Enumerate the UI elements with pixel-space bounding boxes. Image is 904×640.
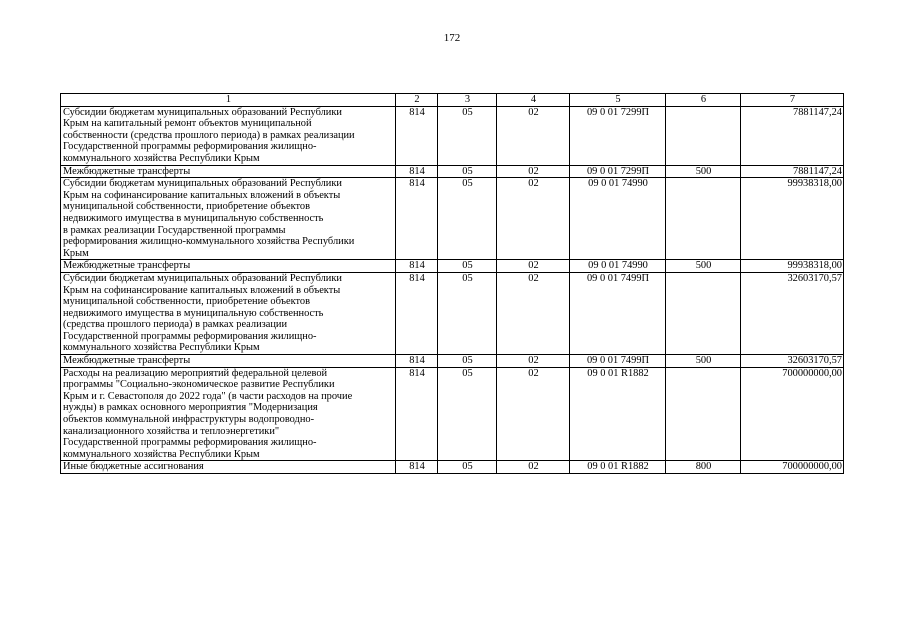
description-line: муниципальной собственности, приобретение объектов	[63, 296, 311, 308]
table-row	[61, 260, 844, 273]
description-line: коммунального хозяйства Республики Крым	[63, 342, 260, 354]
section-cell: 05	[438, 260, 497, 273]
amount-cell: 700000000,00	[741, 367, 844, 461]
section-cell: 05	[438, 178, 497, 260]
description-cell	[61, 461, 396, 474]
header-cell-4: 4	[497, 94, 570, 107]
amount-cell: 99938318,00	[741, 260, 844, 273]
table-row	[61, 178, 844, 260]
gv-cell: 814	[396, 165, 438, 178]
expense-type-cell: 500	[666, 165, 741, 178]
section-cell: 05	[438, 367, 497, 461]
expense-type-cell: 500	[666, 260, 741, 273]
header-cell-2: 2	[396, 94, 438, 107]
description-line: Субсидии бюджетам муниципальных образований Республики	[63, 106, 342, 118]
target-article-cell: 09 0 01 7499П	[570, 355, 666, 368]
description-cell	[61, 178, 396, 260]
description-cell	[61, 367, 396, 461]
description-line: недвижимого имущества в муниципальную собственность	[63, 307, 324, 319]
amount-cell: 7881147,24	[741, 165, 844, 178]
expense-type-cell: 800	[666, 461, 741, 474]
expense-type-cell	[666, 272, 741, 354]
gv-cell: 814	[396, 272, 438, 354]
section-cell: 05	[438, 355, 497, 368]
header-cell-7: 7	[741, 94, 844, 107]
amount-cell: 32603170,57	[741, 272, 844, 354]
subsection-cell: 02	[497, 355, 570, 368]
description-line: Субсидии бюджетам муниципальных образований Республики	[63, 178, 342, 190]
section-cell: 05	[438, 461, 497, 474]
expense-type-cell	[666, 106, 741, 165]
description-line: (средства прошлого периода) в рамках реализации	[63, 319, 288, 331]
gv-cell: 814	[396, 367, 438, 461]
description-cell	[61, 272, 396, 354]
description-line: Расходы на реализацию мероприятий федеральной целевой	[63, 367, 328, 379]
subsection-cell: 02	[497, 178, 570, 260]
description-line: Крым и г. Севастополя до 2022 года" (в части расходов на прочие	[63, 390, 353, 402]
subsection-cell: 02	[497, 367, 570, 461]
description-cell	[61, 106, 396, 165]
amount-cell: 700000000,00	[741, 461, 844, 474]
description-line: канализационного хозяйства и теплоэнергетики"	[63, 425, 280, 437]
description-cell	[61, 260, 396, 273]
description-line: Межбюджетные трансферты	[63, 260, 191, 272]
gv-cell: 814	[396, 178, 438, 260]
description-line: реформирования жилищно-коммунального хозяйства Республики	[63, 236, 355, 248]
description-line: собственности (средства прошлого периода) в рамках реализации	[63, 129, 355, 141]
target-article-cell: 09 0 01 R1882	[570, 461, 666, 474]
description-line: Государственной программы реформирования жилищно-	[63, 330, 317, 342]
subsection-cell: 02	[497, 165, 570, 178]
subsection-cell: 02	[497, 272, 570, 354]
section-cell: 05	[438, 106, 497, 165]
description-line: Иные бюджетные ассигнования	[63, 461, 204, 473]
description-line: коммунального хозяйства Республики Крым	[63, 152, 260, 164]
gv-cell: 814	[396, 260, 438, 273]
table-row	[61, 165, 844, 178]
description-line: нужды) в рамках основного мероприятия "Модернизация	[63, 402, 318, 414]
subsection-cell: 02	[497, 106, 570, 165]
description-line: в рамках реализации Государственной программы	[63, 224, 286, 236]
description-line: Субсидии бюджетам муниципальных образований Республики	[63, 272, 342, 284]
description-line: Крым на капитальный ремонт объектов муниципальной	[63, 118, 312, 130]
page-number: 172	[443, 32, 461, 44]
expense-type-cell	[666, 178, 741, 260]
description-cell	[61, 355, 396, 368]
description-cell	[61, 165, 396, 178]
budget-table	[60, 93, 844, 474]
target-article-cell: 09 0 01 R1882	[570, 367, 666, 461]
table-row	[61, 355, 844, 368]
description-line: объектов коммунальной инфраструктуры водопроводно-	[63, 414, 315, 426]
subsection-cell: 02	[497, 260, 570, 273]
expense-type-cell: 500	[666, 355, 741, 368]
description-line: Межбюджетные трансферты	[63, 355, 191, 367]
description-line: Крым на софинансирование капитальных вложений в объекты	[63, 189, 341, 201]
description-line: Крым	[63, 247, 89, 259]
gv-cell: 814	[396, 461, 438, 474]
section-cell: 05	[438, 165, 497, 178]
target-article-cell: 09 0 01 74990	[570, 178, 666, 260]
table-row	[61, 367, 844, 461]
description-line: программы "Социально-экономическое развитие Республики	[63, 379, 335, 391]
description-line: недвижимого имущества в муниципальную собственность	[63, 212, 324, 224]
gv-cell: 814	[396, 355, 438, 368]
header-cell-3: 3	[438, 94, 497, 107]
target-article-cell: 09 0 01 74990	[570, 260, 666, 273]
expense-type-cell	[666, 367, 741, 461]
description-line: Государственной программы реформирования жилищно-	[63, 437, 317, 449]
description-line: муниципальной собственности, приобретение объектов	[63, 201, 311, 213]
description-line: Государственной программы реформирования жилищно-	[63, 141, 317, 153]
header-cell-1: 1	[61, 94, 396, 107]
table-row	[61, 106, 844, 165]
target-article-cell: 09 0 01 7499П	[570, 272, 666, 354]
amount-cell: 32603170,57	[741, 355, 844, 368]
description-line: Крым на софинансирование капитальных вложений в объекты	[63, 284, 341, 296]
target-article-cell: 09 0 01 7299П	[570, 165, 666, 178]
table-header-row	[61, 94, 844, 107]
header-cell-5: 5	[570, 94, 666, 107]
table-row	[61, 272, 844, 354]
target-article-cell: 09 0 01 7299П	[570, 106, 666, 165]
gv-cell: 814	[396, 106, 438, 165]
amount-cell: 7881147,24	[741, 106, 844, 165]
table-row	[61, 461, 844, 474]
section-cell: 05	[438, 272, 497, 354]
description-line: коммунального хозяйства Республики Крым	[63, 448, 260, 460]
header-cell-6: 6	[666, 94, 741, 107]
amount-cell: 99938318,00	[741, 178, 844, 260]
description-line: Межбюджетные трансферты	[63, 165, 191, 177]
subsection-cell: 02	[497, 461, 570, 474]
